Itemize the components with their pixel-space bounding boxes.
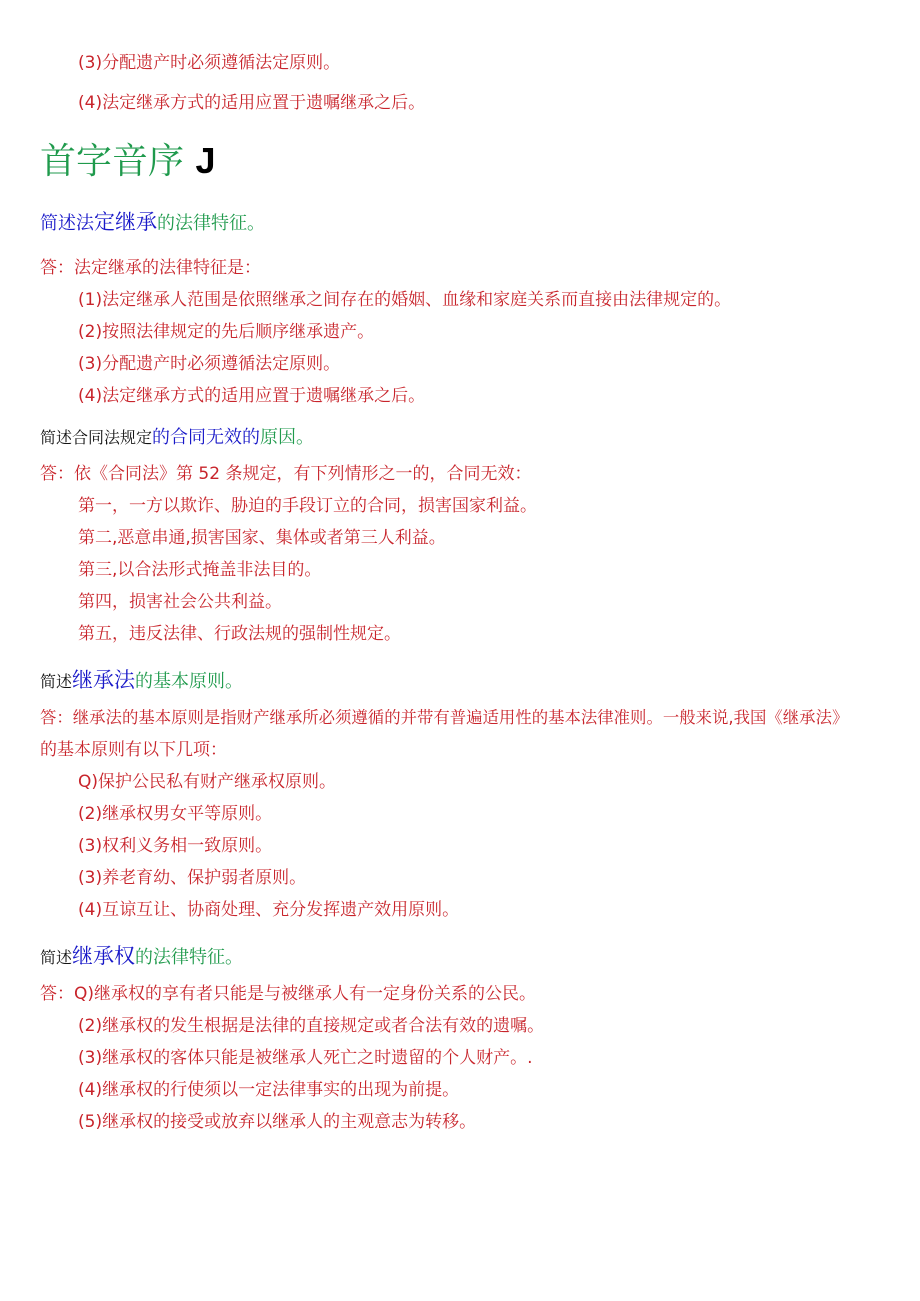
section-heading-letter: J bbox=[195, 140, 216, 181]
question-title-part: 简述合同法规定 bbox=[40, 428, 153, 447]
list-item: (3)养老育幼、保护弱者原则。 bbox=[78, 868, 307, 888]
list-item: (2)按照法律规定的先后顺序继承遗产。 bbox=[78, 322, 375, 342]
answer-intro-continued: 的基本原则有以下几项： bbox=[40, 740, 227, 760]
question-title-part: 的基本原则。 bbox=[135, 671, 244, 692]
question-title bbox=[40, 212, 265, 233]
list-item: (3)权利义务相一致原则。 bbox=[78, 836, 273, 856]
question-title-keyword: 定继承 bbox=[94, 210, 157, 234]
question-title-part: 的法律特征。 bbox=[157, 213, 265, 234]
question-title-part: 简述法 bbox=[40, 213, 94, 234]
list-item: (4)法定继承方式的适用应置于遗嘱继承之后。 bbox=[78, 93, 426, 113]
list-item: (1)法定继承人范围是依照继承之间存在的婚姻、血缘和家庭关系而直接由法律规定的。 bbox=[78, 290, 732, 310]
question-title bbox=[40, 670, 243, 691]
list-item: (4)法定继承方式的适用应置于遗嘱继承之后。 bbox=[78, 386, 426, 406]
section-heading bbox=[40, 140, 216, 182]
list-item: (2)继承权的发生根据是法律的直接规定或者合法有效的遗嘱。 bbox=[78, 1016, 545, 1036]
list-item: (2)继承权男女平等原则。 bbox=[78, 804, 273, 824]
question-title-part: 简述 bbox=[40, 672, 73, 691]
list-item: (3)分配遗产时必须遵循法定原则。 bbox=[78, 354, 341, 374]
question-title-part: 的法律特征。 bbox=[135, 947, 244, 968]
list-item: 第四，损害社会公共利益。 bbox=[78, 592, 282, 612]
section-heading-text: 首字音序 bbox=[40, 141, 185, 182]
question-title-part: 简述 bbox=[40, 948, 73, 967]
list-item: 答：Q)继承权的享有者只能是与被继承人有一定身份关系的公民。 bbox=[40, 984, 537, 1004]
list-item: 第三,以合法形式掩盖非法目的。 bbox=[78, 560, 322, 580]
answer-intro: 答：依《合同法》第 52 条规定，有下列情形之一的，合同无效： bbox=[40, 464, 532, 484]
list-item: Q)保护公民私有财产继承权原则。 bbox=[78, 772, 337, 792]
question-title-keyword: 继承权 bbox=[72, 944, 136, 968]
list-item: (4)继承权的行使须以一定法律事实的出现为前提。 bbox=[78, 1080, 460, 1100]
list-item: (4)互谅互让、协商处理、充分发挥遗产效用原则。 bbox=[78, 900, 460, 920]
answer-intro: 答：法定继承的法律特征是： bbox=[40, 258, 261, 278]
question-title-keyword: 的合同无效的 bbox=[152, 427, 261, 448]
question-title-part: 原因。 bbox=[260, 427, 315, 448]
question-title-keyword: 继承法 bbox=[72, 668, 136, 692]
list-item: (5)继承权的接受或放弃以继承人的主观意志为转移。 bbox=[78, 1112, 477, 1132]
list-item: 第二,恶意串通,损害国家、集体或者第三人利益。 bbox=[78, 528, 446, 548]
answer-intro: 答：继承法的基本原则是指财产继承所必须遵循的并带有普遍适用性的基本法律准则。一般来说,我国《继承法》 bbox=[40, 708, 849, 727]
question-title bbox=[40, 429, 314, 447]
list-item: (3)分配遗产时必须遵循法定原则。 bbox=[78, 53, 341, 73]
list-item: (3)继承权的客体只能是被继承人死亡之时遗留的个人财产。. bbox=[78, 1048, 533, 1068]
list-item: 第一，一方以欺诈、胁迫的手段订立的合同，损害国家利益。 bbox=[78, 496, 537, 516]
question-title bbox=[40, 946, 243, 967]
list-item: 第五，违反法律、行政法规的强制性规定。 bbox=[78, 624, 401, 644]
